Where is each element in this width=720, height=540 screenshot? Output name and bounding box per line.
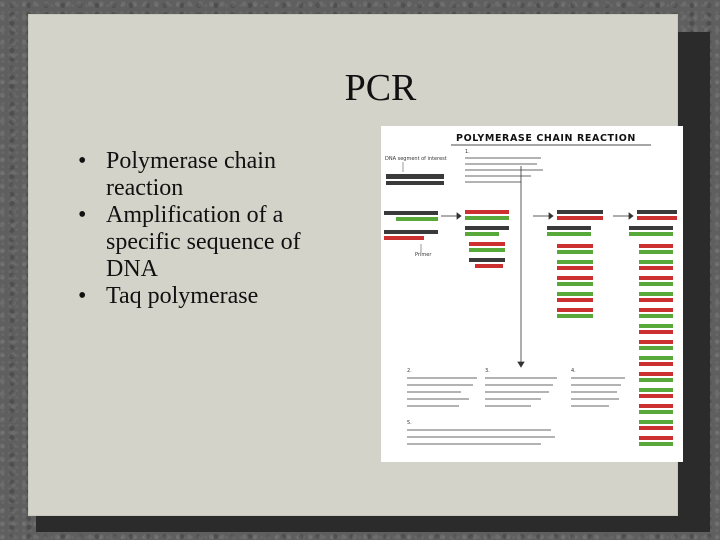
diagram-title: POLYMERASE CHAIN REACTION	[456, 133, 636, 144]
step-number: 1.	[465, 149, 470, 155]
cycle-1-strands	[384, 211, 438, 253]
bullet-text: Polymerase chain reaction	[106, 148, 276, 201]
original-dna	[386, 162, 444, 185]
label-dna-segment: DNA segment of interest	[385, 156, 447, 162]
bullet-marker: •	[78, 202, 87, 228]
bullet-marker: •	[78, 148, 87, 174]
pcr-diagram	[381, 126, 683, 462]
cycle-2-strands	[465, 210, 509, 268]
bullet-item	[78, 148, 343, 202]
slide	[28, 14, 678, 516]
bullet-text: Taq polymerase	[106, 283, 259, 309]
step-number: 3.	[485, 368, 490, 374]
bullet-marker: •	[78, 283, 87, 309]
step-number: 5.	[407, 420, 412, 426]
bullet-text: Amplification of a specific sequence of DNA	[106, 202, 301, 282]
bottom-captions	[407, 378, 625, 444]
bullet-list	[78, 148, 343, 310]
step-number: 4.	[571, 368, 576, 374]
bullet-item	[78, 283, 343, 310]
step-1-caption	[465, 158, 543, 182]
cycle-arrows	[441, 166, 633, 367]
bullet-item	[78, 202, 343, 283]
cycle-3-strands	[547, 210, 603, 318]
pcr-diagram-svg	[381, 126, 683, 462]
cycle-4-strands	[629, 210, 677, 446]
step-number: 2.	[407, 368, 412, 374]
slide-title: PCR	[344, 67, 417, 109]
label-primer: Primer	[415, 252, 432, 258]
